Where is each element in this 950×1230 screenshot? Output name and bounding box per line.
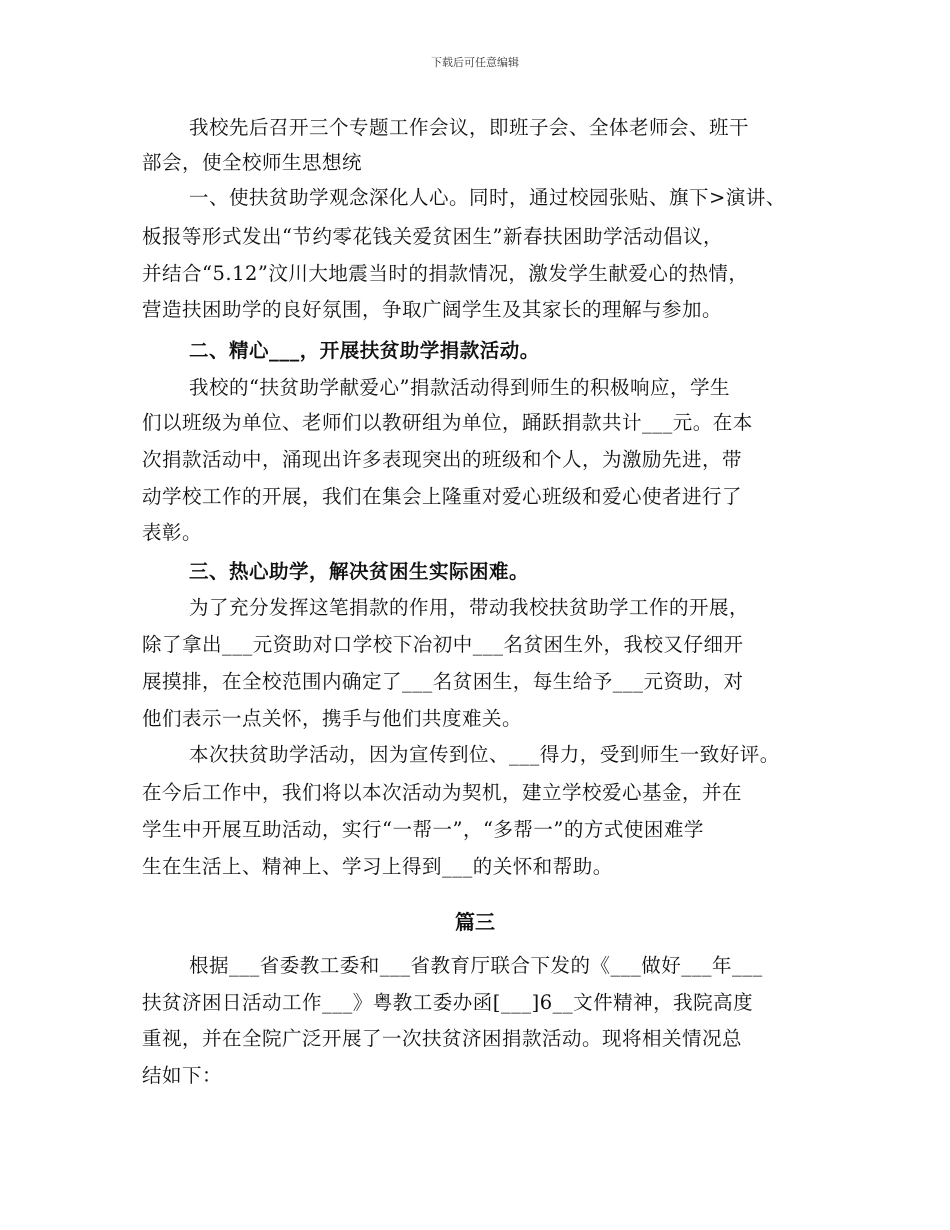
paragraph-1-line-2: 部会，使全校师生思想统 (142, 151, 363, 174)
paragraph-6-line-4: 结如下： (142, 1064, 223, 1087)
page-header-note: 下载后可任意编辑 (431, 56, 519, 69)
paragraph-4-line-2: 除了拿出___元资助对口学校下冶初中___名贫困生外，我校又仔细开 (142, 633, 744, 656)
paragraph-3-line-4: 动学校工作的开展，我们在集会上隆重对爱心班级和爱心使者进行了 (142, 485, 743, 508)
paragraph-2-line-3: 并结合“5.12”汶川大地震当时的捐款情况，激发学生献爱心的热情， (142, 262, 749, 285)
paragraph-3-line-3: 次捐款活动中，涌现出许多表现突出的班级和个人，为激励先进，带 (142, 448, 743, 471)
paragraph-6-line-3: 重视，并在全院广泛开展了一次扶贫济困捐款活动。现将相关情况总 (142, 1027, 743, 1050)
section-heading-2: 二、精心___，开展扶贫助学捐款活动。 (189, 339, 540, 362)
paragraph-4-line-3: 展摸排，在全校范围内确定了___名贫困生，每生给予___元资助，对 (142, 670, 744, 693)
paragraph-2-line-2: 板报等形式发出“节约零花钱关爱贫困生”新春扶困助学活动倡议， (142, 225, 723, 248)
paragraph-1-line-1: 我校先后召开三个专题工作会议，即班子会、全体老师会、班干 (189, 116, 750, 139)
paragraph-5-line-4: 生在生活上、精神上、学习上得到___的关怀和帮助。 (142, 855, 613, 878)
section-heading-3: 三、热心助学，解决贫困生实际困难。 (189, 560, 530, 583)
section-title: 篇三 (455, 910, 495, 934)
paragraph-5-line-3: 学生中开展互助活动，实行“一帮一”，“多帮一”的方式使困难学 (142, 818, 704, 841)
paragraph-4-line-1: 为了充分发挥这笔捐款的作用，带动我校扶贫助学工作的开展， (189, 596, 750, 619)
paragraph-5-line-2: 在今后工作中，我们将以本次活动为契机，建立学校爱心基金，并在 (142, 781, 743, 804)
paragraph-2-line-4: 营造扶困助学的良好氛围，争取广阔学生及其家长的理解与参加。 (142, 298, 723, 321)
paragraph-3-line-5: 表彰。 (142, 521, 203, 544)
paragraph-6-line-2: 扶贫济困日活动工作___》粤教工委办函[___]6__文件精神，我院高度 (142, 991, 754, 1014)
paragraph-3-line-1: 我校的“扶贫助学献爱心”捐款活动得到师生的积极响应，学生 (189, 376, 730, 399)
paragraph-4-line-4: 他们表示一点关怀，携手与他们共度难关。 (142, 707, 523, 730)
paragraph-3-line-2: 们以班级为单位、老师们以教研组为单位，踊跃捐款共计___元。在本 (142, 411, 753, 434)
paragraph-5-line-1: 本次扶贫助学活动，因为宣传到位、___得力，受到师生一致好评。 (189, 743, 780, 766)
paragraph-6-line-1: 根据___省委教工委和___省教育厅联合下发的《___做好___年___ (189, 954, 763, 977)
paragraph-2-line-1: 一、使扶贫助学观念深化人心。同时，通过校园张贴、旗下>演讲、 (189, 186, 786, 209)
